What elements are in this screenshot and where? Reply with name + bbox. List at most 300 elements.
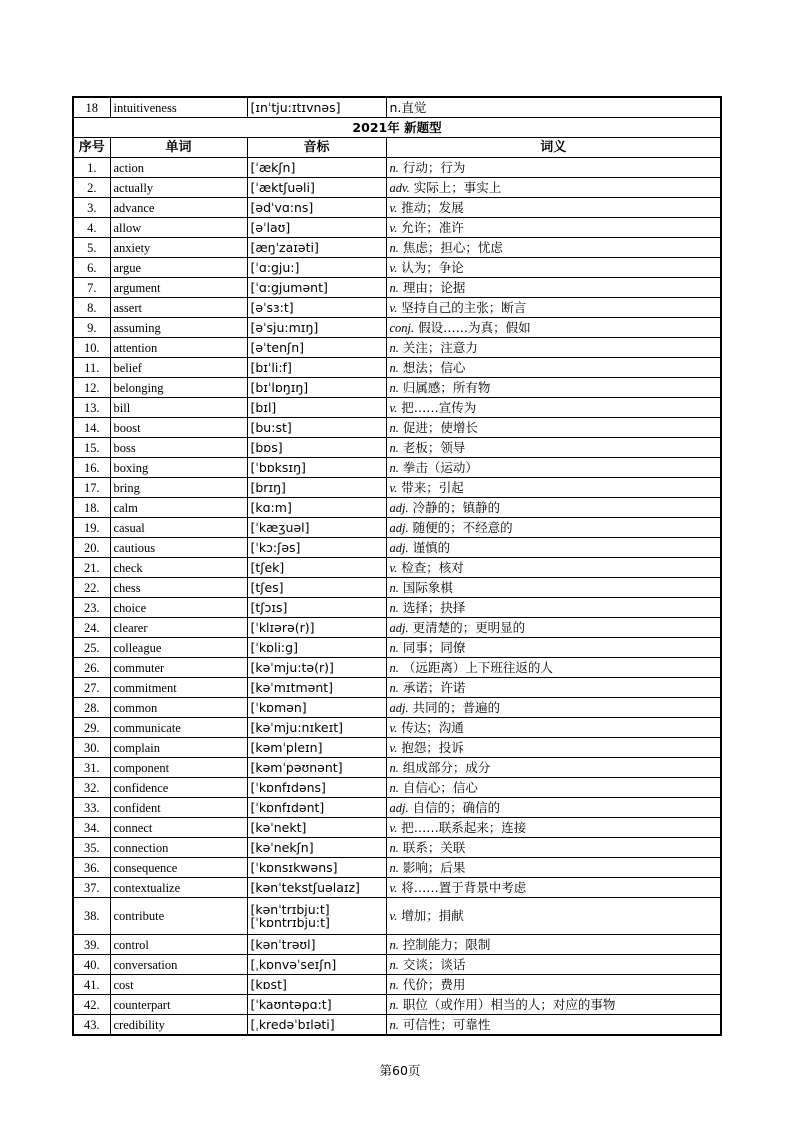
row-definition: [386, 318, 721, 338]
row-phonetic: [ˈɑ:gju:]: [247, 258, 386, 278]
row-word: communicate: [110, 718, 247, 738]
row-phonetic: [ˈkɒnsɪkwəns]: [247, 858, 386, 878]
row-phonetic: [kɑ:m]: [247, 498, 386, 518]
row-pos: n.: [389, 460, 399, 475]
row-word: cost: [110, 975, 247, 995]
row-definition: [386, 518, 721, 538]
row-word: bill: [110, 398, 247, 418]
table-row: [73, 878, 721, 898]
row-definition: [386, 258, 721, 278]
row-number: 2.: [73, 178, 110, 198]
row-word: chess: [110, 578, 247, 598]
row-meaning: 随便的；不经意的: [412, 519, 513, 535]
row-phonetic: [kəˈnekt]: [247, 818, 386, 838]
row-definition: [386, 758, 721, 778]
row-definition: [386, 718, 721, 738]
table-row: [73, 975, 721, 995]
row-definition: [386, 738, 721, 758]
header-number: 序号: [73, 138, 110, 158]
row-word: contextualize: [110, 878, 247, 898]
row-word: anxiety: [110, 238, 247, 258]
table-row: [73, 318, 721, 338]
row-pos: n.: [389, 580, 399, 595]
row-pos: n.: [389, 937, 399, 952]
table-row: [73, 198, 721, 218]
row-pos: n.: [389, 840, 399, 855]
row-definition: [386, 898, 721, 935]
row-number: 23.: [73, 598, 110, 618]
row-word: credibility: [110, 1015, 247, 1036]
row-definition: [386, 995, 721, 1015]
row-pos: v.: [389, 909, 398, 923]
row-phonetic: [bu:st]: [247, 418, 386, 438]
row-phonetic: [ˈklɪərə(r)]: [247, 618, 386, 638]
row-pos: v.: [389, 300, 398, 315]
row-definition: [386, 178, 721, 198]
row-meaning: 职位（或作用）相当的人；对应的事物: [402, 996, 616, 1012]
row-number: 4.: [73, 218, 110, 238]
row-phonetic: [tʃek]: [247, 558, 386, 578]
table-row: [73, 158, 721, 178]
row-definition: [386, 418, 721, 438]
row-word: contribute: [110, 898, 247, 935]
row-pos: v.: [389, 720, 398, 735]
row-pos: n.: [389, 440, 399, 455]
row-phonetic: [kəˈmɪtmənt]: [247, 678, 386, 698]
row-definition: [386, 798, 721, 818]
row-pos: n.: [389, 660, 399, 675]
row-definition: [386, 935, 721, 955]
row-word: advance: [110, 198, 247, 218]
row-number: 21.: [73, 558, 110, 578]
header-phonetic: 音标: [247, 138, 386, 158]
row-number: 40.: [73, 955, 110, 975]
row-definition: [386, 698, 721, 718]
row-word: choice: [110, 598, 247, 618]
row-word: intuitiveness: [110, 97, 247, 118]
row-pos: v.: [389, 400, 398, 415]
row-number: 31.: [73, 758, 110, 778]
row-pos: v.: [389, 560, 398, 575]
row-word: colleague: [110, 638, 247, 658]
row-number: 15.: [73, 438, 110, 458]
row-meaning: 假设……为真；假如: [418, 319, 531, 335]
row-pos: v.: [389, 480, 398, 495]
table-row: [73, 618, 721, 638]
row-pos: n.: [389, 420, 399, 435]
row-definition: [386, 97, 721, 118]
row-word: bring: [110, 478, 247, 498]
table-row: [73, 718, 721, 738]
row-phonetic: [ˈkɒnfɪdəns]: [247, 778, 386, 798]
row-definition: [386, 818, 721, 838]
row-word: commitment: [110, 678, 247, 698]
table-row: [73, 898, 721, 935]
row-word: belonging: [110, 378, 247, 398]
row-pos: n.: [389, 997, 399, 1012]
row-number: 37.: [73, 878, 110, 898]
row-phonetic: [kənˈtekstʃuəlaɪz]: [247, 878, 386, 898]
row-number: 8.: [73, 298, 110, 318]
row-phonetic: [bɒs]: [247, 438, 386, 458]
header-definition: 词义: [386, 138, 721, 158]
row-phonetic: [kəˈmju:tə(r)]: [247, 658, 386, 678]
table-row: [73, 1015, 721, 1036]
row-word: boss: [110, 438, 247, 458]
row-phonetic: [kɒst]: [247, 975, 386, 995]
row-pos: n.: [389, 780, 399, 795]
row-meaning: 带来；引起: [401, 479, 464, 495]
row-phonetic: [bɪˈli:f]: [247, 358, 386, 378]
row-meaning: 将……置于背景中考虑: [401, 879, 527, 895]
row-pos: n.: [389, 977, 399, 992]
row-word: actually: [110, 178, 247, 198]
row-word: counterpart: [110, 995, 247, 1015]
row-definition: [386, 658, 721, 678]
row-meaning: （远距离）上下班往返的人: [402, 659, 553, 675]
row-meaning: 选择；抉择: [402, 599, 466, 615]
row-pos: n.: [389, 760, 399, 775]
row-pos: adj.: [389, 620, 409, 635]
row-word: boost: [110, 418, 247, 438]
row-word: conversation: [110, 955, 247, 975]
row-number: 19.: [73, 518, 110, 538]
row-meaning: 实际上；事实上: [413, 179, 502, 195]
row-pos: n.: [389, 99, 402, 115]
row-pos: n.: [389, 680, 399, 695]
row-definition: [386, 358, 721, 378]
table-row: [73, 398, 721, 418]
row-definition: [386, 975, 721, 995]
table-row: [73, 458, 721, 478]
row-word: cautious: [110, 538, 247, 558]
row-word: component: [110, 758, 247, 778]
row-pos: n.: [389, 160, 399, 175]
row-meaning: 国际象棋: [402, 579, 453, 595]
table-row: [73, 698, 721, 718]
row-word: confident: [110, 798, 247, 818]
row-phonetic: [ɪnˈtju:ɪtɪvnəs]: [247, 97, 386, 118]
row-definition: [386, 298, 721, 318]
row-number: 18.: [73, 498, 110, 518]
row-definition: [386, 955, 721, 975]
table-row: [73, 638, 721, 658]
row-pos: n.: [389, 240, 399, 255]
row-phonetic: [kəˈmju:nɪkeɪt]: [247, 718, 386, 738]
row-meaning: 老板；领导: [402, 439, 466, 455]
row-number: 22.: [73, 578, 110, 598]
table-row: [73, 798, 721, 818]
row-meaning: 认为；争论: [401, 259, 464, 275]
row-meaning: 把……联系起来；连接: [401, 819, 527, 835]
row-definition: [386, 638, 721, 658]
row-word: argue: [110, 258, 247, 278]
table-row: [73, 518, 721, 538]
row-number: 32.: [73, 778, 110, 798]
row-pos: n.: [389, 600, 399, 615]
row-word: clearer: [110, 618, 247, 638]
row-meaning: 传达；沟通: [401, 719, 464, 735]
row-word: complain: [110, 738, 247, 758]
row-phonetic: [ˈæktʃuəli]: [247, 178, 386, 198]
row-definition: [386, 198, 721, 218]
row-phonetic: [əˈtenʃn]: [247, 338, 386, 358]
row-definition: [386, 778, 721, 798]
table-row: [73, 758, 721, 778]
row-meaning: 把……宣传为: [401, 399, 477, 415]
row-phonetic: [ˈkæʒuəl]: [247, 518, 386, 538]
table-row: [73, 995, 721, 1015]
table-row: [73, 278, 721, 298]
table-row: [73, 858, 721, 878]
row-phonetic: [ˈækʃn]: [247, 158, 386, 178]
row-number: 36.: [73, 858, 110, 878]
row-number: 34.: [73, 818, 110, 838]
row-number: 3.: [73, 198, 110, 218]
row-pos: conj.: [389, 320, 415, 335]
row-pos: v.: [389, 880, 398, 895]
row-number: 5.: [73, 238, 110, 258]
row-number: 13.: [73, 398, 110, 418]
row-pos: adj.: [389, 700, 409, 715]
row-meaning: 更清楚的；更明显的: [412, 619, 526, 635]
table-row: [73, 178, 721, 198]
row-word: belief: [110, 358, 247, 378]
row-meaning: 承诺；许诺: [402, 679, 466, 695]
row-number: 7.: [73, 278, 110, 298]
row-meaning: 自信的；确信的: [412, 799, 501, 815]
row-word: action: [110, 158, 247, 178]
table-row: [73, 338, 721, 358]
row-definition: [386, 618, 721, 638]
row-definition: [386, 458, 721, 478]
row-meaning: 允许；准许: [401, 219, 464, 235]
row-meaning: 推动；发展: [401, 199, 464, 215]
page-number: 第60页: [379, 1063, 421, 1078]
row-definition: [386, 838, 721, 858]
row-phonetic: [ˈkɒli:g]: [247, 638, 386, 658]
row-number: 35.: [73, 838, 110, 858]
row-pos: v.: [389, 740, 398, 755]
row-number: 20.: [73, 538, 110, 558]
table-row: [73, 498, 721, 518]
row-word: confidence: [110, 778, 247, 798]
row-number: 11.: [73, 358, 110, 378]
row-number: 9.: [73, 318, 110, 338]
row-meaning: 增加；捐献: [401, 908, 464, 923]
row-pos: v.: [389, 820, 398, 835]
row-word: connection: [110, 838, 247, 858]
table-row: [73, 97, 721, 118]
row-number: 43.: [73, 1015, 110, 1036]
row-number: 41.: [73, 975, 110, 995]
table-row: [73, 818, 721, 838]
row-meaning: 影响；后果: [402, 859, 466, 875]
row-word: common: [110, 698, 247, 718]
row-pos: n.: [389, 380, 399, 395]
row-pos: n.: [389, 957, 399, 972]
row-phonetic: [ˈkɔ:ʃəs]: [247, 538, 386, 558]
row-number: 30.: [73, 738, 110, 758]
row-phonetic: [əˈsju:mɪŋ]: [247, 318, 386, 338]
row-number: 10.: [73, 338, 110, 358]
row-pos: n.: [389, 360, 399, 375]
table-row: [73, 238, 721, 258]
row-word: allow: [110, 218, 247, 238]
row-definition: [386, 378, 721, 398]
row-pos: n.: [389, 640, 399, 655]
table-row: [73, 578, 721, 598]
row-definition: [386, 278, 721, 298]
row-pos: n.: [389, 860, 399, 875]
row-number: 42.: [73, 995, 110, 1015]
row-meaning: 关注；注意力: [402, 339, 478, 355]
row-word: attention: [110, 338, 247, 358]
row-number: 12.: [73, 378, 110, 398]
row-pos: adj.: [389, 500, 409, 515]
row-number: 39.: [73, 935, 110, 955]
table-row: [73, 738, 721, 758]
row-meaning: 可信性；可靠性: [402, 1016, 491, 1032]
table-row: [73, 838, 721, 858]
row-phonetic: [æŋˈzaɪəti]: [247, 238, 386, 258]
row-pos: adj.: [389, 800, 409, 815]
row-meaning: 冷静的；镇静的: [412, 499, 501, 515]
row-phonetic: [ˈkaʊntəpɑ:t]: [247, 995, 386, 1015]
row-definition: [386, 438, 721, 458]
row-definition: [386, 338, 721, 358]
row-definition: [386, 478, 721, 498]
row-phonetic: [ˌkredəˈbɪləti]: [247, 1015, 386, 1036]
row-pos: adj.: [389, 540, 409, 555]
row-meaning: 坚持自己的主张；断言: [401, 299, 527, 315]
row-word: calm: [110, 498, 247, 518]
row-word: casual: [110, 518, 247, 538]
table-row: [73, 955, 721, 975]
table-row: [73, 418, 721, 438]
row-meaning: 交谈；谈话: [402, 956, 466, 972]
table-row: [73, 358, 721, 378]
row-definition: [386, 238, 721, 258]
row-meaning: 焦虑；担心；忧虑: [402, 239, 503, 255]
row-definition: [386, 218, 721, 238]
row-pos: v.: [389, 200, 398, 215]
table-row: [73, 658, 721, 678]
row-number: 25.: [73, 638, 110, 658]
row-definition: [386, 678, 721, 698]
row-number: 1.: [73, 158, 110, 178]
row-number: 24.: [73, 618, 110, 638]
row-pos: n.: [389, 280, 399, 295]
row-meaning: 代价；费用: [402, 976, 466, 992]
table-row: [73, 218, 721, 238]
row-word: connect: [110, 818, 247, 838]
row-meaning: 想法；信心: [402, 359, 466, 375]
row-word: argument: [110, 278, 247, 298]
table-row: [73, 538, 721, 558]
row-phonetic: [kəmˈpleɪn]: [247, 738, 386, 758]
row-phonetic: [ˈkɒmən]: [247, 698, 386, 718]
table-header-row: [73, 138, 721, 158]
row-meaning: 检查；核对: [401, 559, 464, 575]
row-pos: v.: [389, 260, 398, 275]
row-word: commuter: [110, 658, 247, 678]
table-row: [73, 778, 721, 798]
row-phonetic: [kəˈnekʃn]: [247, 838, 386, 858]
row-word: assert: [110, 298, 247, 318]
row-word: boxing: [110, 458, 247, 478]
row-word: assuming: [110, 318, 247, 338]
row-definition: [386, 538, 721, 558]
row-word: check: [110, 558, 247, 578]
table-row: [73, 935, 721, 955]
table-row: [73, 558, 721, 578]
row-definition: [386, 598, 721, 618]
vocabulary-table: [72, 96, 722, 1036]
row-meaning: 归属感；所有物: [402, 379, 491, 395]
row-number: 18: [73, 97, 110, 118]
row-definition: [386, 878, 721, 898]
table-row: [73, 378, 721, 398]
header-word: 单词: [110, 138, 247, 158]
row-meaning: 组成部分；成分: [402, 759, 491, 775]
row-word: consequence: [110, 858, 247, 878]
row-number: 27.: [73, 678, 110, 698]
row-number: 6.: [73, 258, 110, 278]
table-row: [73, 298, 721, 318]
row-phonetic: [ədˈvɑ:ns]: [247, 198, 386, 218]
row-number: 14.: [73, 418, 110, 438]
row-meaning: 控制能力；限制: [402, 936, 491, 952]
row-phonetic: [kəmˈpəʊnənt]: [247, 758, 386, 778]
row-meaning: 共同的；普遍的: [412, 699, 501, 715]
row-phonetic: [əˈlaʊ]: [247, 218, 386, 238]
row-definition: [386, 858, 721, 878]
row-phonetic: [bɪl]: [247, 398, 386, 418]
row-pos: n.: [389, 340, 399, 355]
row-phonetic: [tʃes]: [247, 578, 386, 598]
row-definition: [386, 398, 721, 418]
table-row: [73, 438, 721, 458]
row-meaning: 谨慎的: [412, 539, 451, 555]
row-number: 28.: [73, 698, 110, 718]
row-phonetic: [əˈsɜ:t]: [247, 298, 386, 318]
row-phonetic: [ˈbɒksɪŋ]: [247, 458, 386, 478]
row-phonetic: [tʃɔɪs]: [247, 598, 386, 618]
row-pos: n.: [389, 1017, 399, 1032]
row-word: control: [110, 935, 247, 955]
row-phonetic: [kənˈtrɪbju:t] [ˈkɒntrɪbju:t]: [247, 898, 386, 935]
row-pos: v.: [389, 220, 398, 235]
row-number: 17.: [73, 478, 110, 498]
table-row: [73, 678, 721, 698]
row-meaning: 抱怨；投诉: [401, 739, 464, 755]
row-meaning: 拳击（运动）: [402, 459, 478, 475]
row-number: 29.: [73, 718, 110, 738]
table-row: [73, 258, 721, 278]
row-meaning: 自信心；信心: [402, 779, 478, 795]
section-title-row: [73, 118, 721, 138]
row-phonetic: [ˈkɒnfɪdənt]: [247, 798, 386, 818]
table-row: [73, 598, 721, 618]
row-phonetic: [bɪˈlɒŋɪŋ]: [247, 378, 386, 398]
row-number: 16.: [73, 458, 110, 478]
row-definition: [386, 1015, 721, 1036]
row-meaning: 联系；关联: [402, 839, 466, 855]
row-definition: [386, 158, 721, 178]
row-meaning: 直觉: [401, 99, 427, 115]
row-definition: [386, 578, 721, 598]
